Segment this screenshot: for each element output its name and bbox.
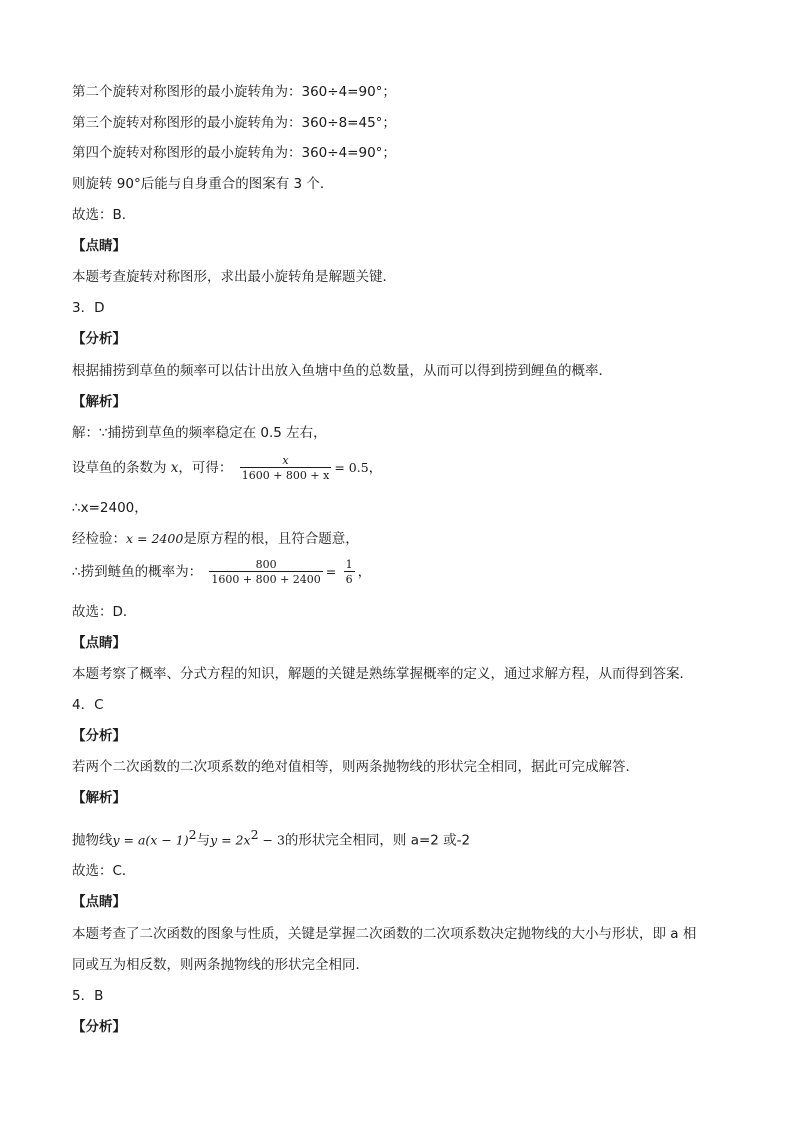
equation-line: 抛物线$y = a(x - 1)^2$与$y = 2x^2 - 3$的形状完全相同，则 a=2 或-2 — [72, 827, 471, 849]
text-line: 第二个旋转对称图形的最小旋转角为：360÷4=90°； — [72, 84, 396, 100]
section-heading: 【解析】 — [72, 790, 126, 806]
text-line: 解：∵捕捞到草鱼的频率稳定在 0.5 左右， — [72, 425, 327, 441]
text-line: 故选：C． — [72, 863, 136, 879]
text-span: ， — [357, 564, 372, 580]
math-var: x — [170, 460, 179, 476]
fraction-numerator: x — [282, 454, 289, 467]
text-span: ，可得： — [178, 460, 233, 476]
question-answer: 4．C — [72, 697, 104, 713]
text-span: ∴捞到鲢鱼的概率为： — [72, 564, 203, 580]
text-span: 与 — [196, 832, 211, 849]
question-answer: 5．B — [72, 988, 104, 1004]
text-span: 经检验： — [72, 531, 126, 547]
math-expr: x = 2400 — [126, 531, 184, 546]
text-line: 第四个旋转对称图形的最小旋转角为：360÷4=90°； — [72, 145, 396, 161]
text-line: 本题考察了概率、分式方程的知识，解题的关键是熟练掌握概率的定义，通过求解方程，从而得到答案． — [72, 666, 693, 682]
fraction-denominator: 1600 + 800 + x — [241, 469, 330, 482]
text-line: ∴x=2400， — [72, 500, 148, 516]
fraction — [344, 558, 355, 586]
text-span: ， — [368, 460, 383, 476]
math-expr: = 0.5 — [334, 460, 369, 475]
text-span: 的形状完全相同，则 a=2 或-2 — [284, 832, 471, 849]
text-line: 本题考查旋转对称图形，求出最小旋转角是解题关键． — [72, 269, 396, 285]
section-heading: 【解析】 — [72, 394, 126, 410]
text-line: 第三个旋转对称图形的最小旋转角为：360÷8=45°； — [72, 115, 396, 131]
question-answer: 3．D — [72, 300, 105, 316]
text-line: 根据捕捞到草鱼的频率可以估计出放入鱼塘中鱼的总数量，从而可以得到捞到鲤鱼的概率． — [72, 363, 612, 379]
fraction — [240, 454, 332, 482]
section-heading: 【分析】 — [72, 1019, 126, 1035]
fraction-denominator: 6 — [345, 573, 353, 586]
math-expr: − 3 — [258, 832, 285, 848]
math-expr: y = 2x — [210, 832, 251, 848]
section-heading: 【分析】 — [72, 331, 126, 347]
text-span: 设草鱼的条数为 — [72, 460, 171, 476]
fraction-denominator: 1600 + 800 + 2400 — [211, 573, 321, 586]
equation-line — [72, 530, 359, 548]
text-line: 本题考查了二次函数的图象与性质，关键是掌握二次函数的二次项系数决定抛物线的大小与形状，即 a 相 — [72, 926, 697, 942]
text-line: 则旋转 90°后能与自身重合的图案有 3 个． — [72, 176, 334, 192]
text-line: 若两个二次函数的二次项系数的绝对值相等，则两条抛物线的形状完全相同，据此可完成解答． — [72, 759, 639, 775]
section-heading: 【点睛】 — [72, 894, 126, 910]
section-heading: 【分析】 — [72, 728, 126, 744]
fraction-numerator: 1 — [345, 558, 353, 571]
math-expr: y = a(x − 1) — [112, 832, 189, 848]
equation-line — [72, 558, 371, 586]
text-line: 同或互为相反数，则两条抛物线的形状完全相同． — [72, 957, 369, 973]
section-heading: 【点睛】 — [72, 238, 126, 254]
equation-line — [72, 454, 382, 482]
text-span: 是原方程的根，且符合题意， — [183, 531, 359, 547]
text-line: 故选：D． — [72, 604, 137, 620]
fraction-numerator: 800 — [255, 558, 277, 571]
math-expr: = — [325, 564, 337, 579]
section-heading: 【点睛】 — [72, 635, 126, 651]
text-span: 抛物线 — [72, 832, 113, 849]
text-line: 故选：B． — [72, 207, 136, 223]
fraction — [209, 558, 322, 586]
